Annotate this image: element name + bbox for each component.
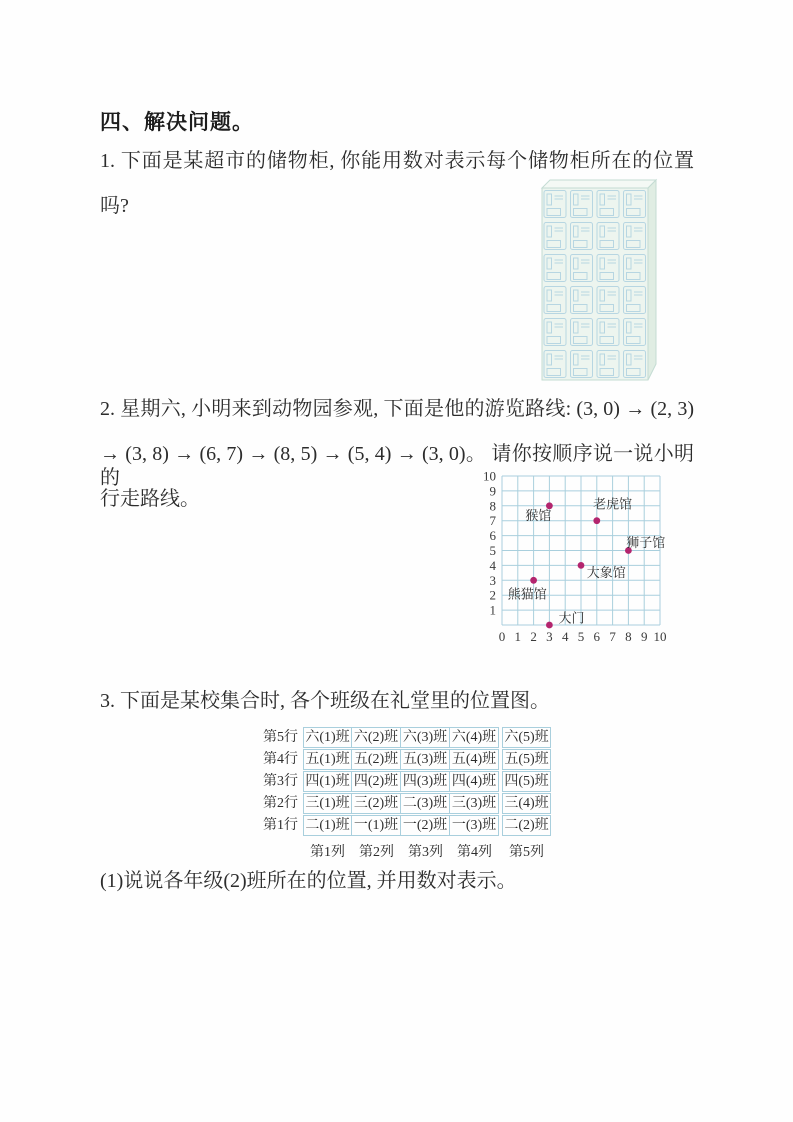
seat-cell: 三(2)班 <box>352 793 401 814</box>
y-axis-tick: 6 <box>489 528 496 544</box>
problem2-text-line3: 行走路线。 <box>100 488 200 510</box>
seat-cell: 五(3)班 <box>401 749 450 770</box>
seat-cell: 六(2)班 <box>352 727 401 748</box>
seat-cell: 六(5)班 <box>502 727 551 748</box>
seat-cell: 四(4)班 <box>450 771 499 792</box>
y-axis-tick: 9 <box>489 483 496 499</box>
seat-cell: 四(3)班 <box>401 771 450 792</box>
x-axis-tick: 2 <box>530 629 537 644</box>
table-row <box>259 793 551 814</box>
column-labels-row <box>259 841 551 861</box>
y-axis-tick: 4 <box>489 557 496 573</box>
seating-table <box>259 727 551 861</box>
seat-cell: 一(3)班 <box>450 815 499 836</box>
chart-point <box>593 517 600 524</box>
x-axis-tick: 3 <box>546 629 553 644</box>
table-row <box>259 771 551 792</box>
seat-cell: 六(3)班 <box>401 727 450 748</box>
seat-cell: 三(1)班 <box>303 793 352 814</box>
chart-point-label: 大象馆 <box>586 564 626 580</box>
chart-point <box>578 562 585 569</box>
y-axis-tick: 1 <box>489 602 496 618</box>
x-axis-tick: 7 <box>609 629 616 644</box>
chart-point-label: 猴馆 <box>525 508 552 524</box>
problem1-text-line2: 吗? <box>100 195 129 217</box>
y-axis-tick: 3 <box>489 572 496 588</box>
seat-cell: 一(1)班 <box>352 815 401 836</box>
row-label: 第3行 <box>263 774 298 789</box>
y-axis-tick: 10 <box>483 468 496 484</box>
seat-cell: 四(5)班 <box>502 771 551 792</box>
col-label: 第4列 <box>457 845 492 860</box>
zoo-map-chart <box>460 458 700 663</box>
seat-cell: 五(5)班 <box>502 749 551 770</box>
table-row <box>259 815 551 836</box>
locker-illustration <box>536 178 664 389</box>
seat-cell: 四(1)班 <box>303 771 352 792</box>
seat-cell: 六(1)班 <box>303 727 352 748</box>
chart-point-label: 老虎馆 <box>593 496 633 512</box>
locker-top-face <box>542 180 656 188</box>
y-axis-tick: 7 <box>489 513 496 529</box>
table-row <box>259 749 551 770</box>
seat-cell: 二(2)班 <box>502 815 551 836</box>
row-label: 第5行 <box>263 730 298 745</box>
y-axis-tick: 2 <box>489 587 496 603</box>
seat-cell: 五(4)班 <box>450 749 499 770</box>
problem3-sub-question: (1)说说各年级(2)班所在的位置, 并用数对表示。 <box>100 870 517 892</box>
row-label: 第1行 <box>263 818 298 833</box>
seat-cell: 三(3)班 <box>450 793 499 814</box>
col-label: 第3列 <box>408 845 443 860</box>
y-axis-tick: 8 <box>489 498 496 514</box>
chart-point <box>530 577 537 584</box>
seat-cell: 四(2)班 <box>352 771 401 792</box>
problem3-text: 3. 下面是某校集合时, 各个班级在礼堂里的位置图。 <box>100 690 550 712</box>
x-axis-tick: 4 <box>561 629 569 644</box>
locker-front-face <box>542 188 648 380</box>
problem2-text-line1: 2. 星期六, 小明来到动物园参观, 下面是他的游览路线: (3, 0) → (2, 3) <box>100 398 694 420</box>
table-row <box>259 727 551 748</box>
locker-side-face <box>648 180 656 380</box>
chart-point <box>546 622 553 629</box>
chart-grid <box>502 476 660 625</box>
seat-cell: 六(4)班 <box>450 727 499 748</box>
problem2-text-line2: → (3, 8) → (6, 7) → (8, 5) → (5, 4) → (3, 0)。 请你按顺序说一说小明的 <box>100 443 694 489</box>
x-axis-tick: 9 <box>640 629 648 644</box>
x-axis-tick: 5 <box>577 629 585 644</box>
seat-cell: 五(1)班 <box>303 749 352 770</box>
seat-cell: 三(4)班 <box>502 793 551 814</box>
x-axis-tick: 8 <box>625 629 632 644</box>
seat-cell: 二(3)班 <box>401 793 450 814</box>
seat-cell: 二(1)班 <box>303 815 352 836</box>
chart-point-label: 熊猫馆 <box>507 586 547 602</box>
x-axis-tick: 1 <box>514 629 522 644</box>
section-heading: 四、解决问题。 <box>100 110 254 134</box>
x-axis-tick: 0 <box>498 629 506 644</box>
row-label: 第2行 <box>263 796 298 811</box>
chart-point-label: 大门 <box>558 610 585 626</box>
seat-cell: 一(2)班 <box>401 815 450 836</box>
chart-point-label: 狮子馆 <box>626 535 666 551</box>
col-label: 第2列 <box>359 845 394 860</box>
y-axis-tick: 5 <box>489 543 496 558</box>
x-axis-tick: 6 <box>593 629 601 644</box>
col-label: 第5列 <box>509 845 544 860</box>
seat-cell: 五(2)班 <box>352 749 401 770</box>
row-label: 第4行 <box>263 752 298 767</box>
x-axis-tick: 10 <box>653 629 667 644</box>
col-label: 第1列 <box>310 845 345 860</box>
problem1-text-line1: 1. 下面是某超市的储物柜, 你能用数对表示每个储物柜所在的位置 <box>100 150 694 172</box>
